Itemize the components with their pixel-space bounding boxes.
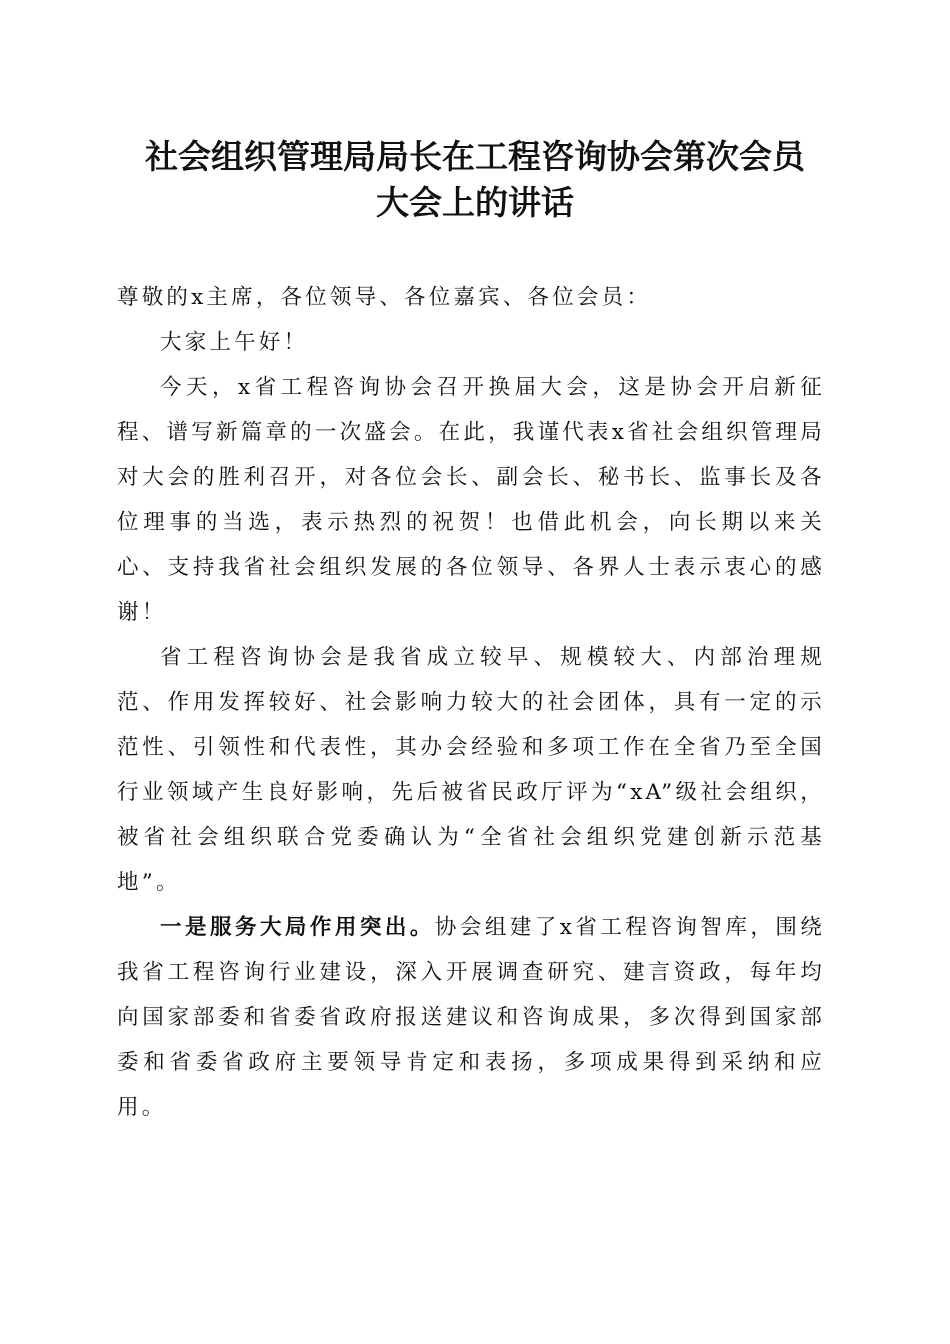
paragraph-service-role — [117, 905, 825, 1130]
title-line-2: 大会上的讲话 — [376, 183, 574, 222]
title-line-1: 社会组织管理局局长在工程咨询协会第次会员 — [145, 137, 805, 176]
salutation: 尊敬的x主席，各位领导、各位嘉宾、各位会员： — [117, 285, 652, 310]
document-body — [117, 275, 825, 1130]
greeting: 大家上午好！ — [160, 330, 309, 355]
paragraph-lead-phrase: 一是服务大局作用突出。 — [160, 915, 435, 940]
paragraph-association-intro: 省工程咨询协会是我省成立较早、规模较大、内部治理规范、作用发挥较好、社会影响力较大的社会团体，具有一定的示范性、引领性和代表性，其办会经验和多项工作在全省乃至全国行业领域产生良好影响，先后被省民政厅评为“xA”级社会组织，被省社会组织联合党委确认为“全省社会组织党建创新示范基地”。 — [117, 645, 825, 895]
paragraph-opening: 今天，x省工程咨询协会召开换届大会，这是协会开启新征程、谱写新篇章的一次盛会。在此，我谨代表x省社会组织管理局对大会的胜利召开，对各位会长、副会长、秘书长、监事长及各位理事的当选，表示热烈的祝贺！也借此机会，向长期以来关心、支持我省社会组织发展的各位领导、各界人士表示衷心的感谢！ — [117, 375, 825, 625]
document-title — [110, 134, 840, 226]
paragraph-service-role-text: 协会组建了x省工程咨询智库，围绕我省工程咨询行业建设，深入开展调查研究、建言资政，每年均向国家部委和省委省政府报送建议和咨询成果，多次得到国家部委和省委省政府主要领导肯定和表扬，多项成果得到采纳和应用。 — [117, 915, 826, 1120]
